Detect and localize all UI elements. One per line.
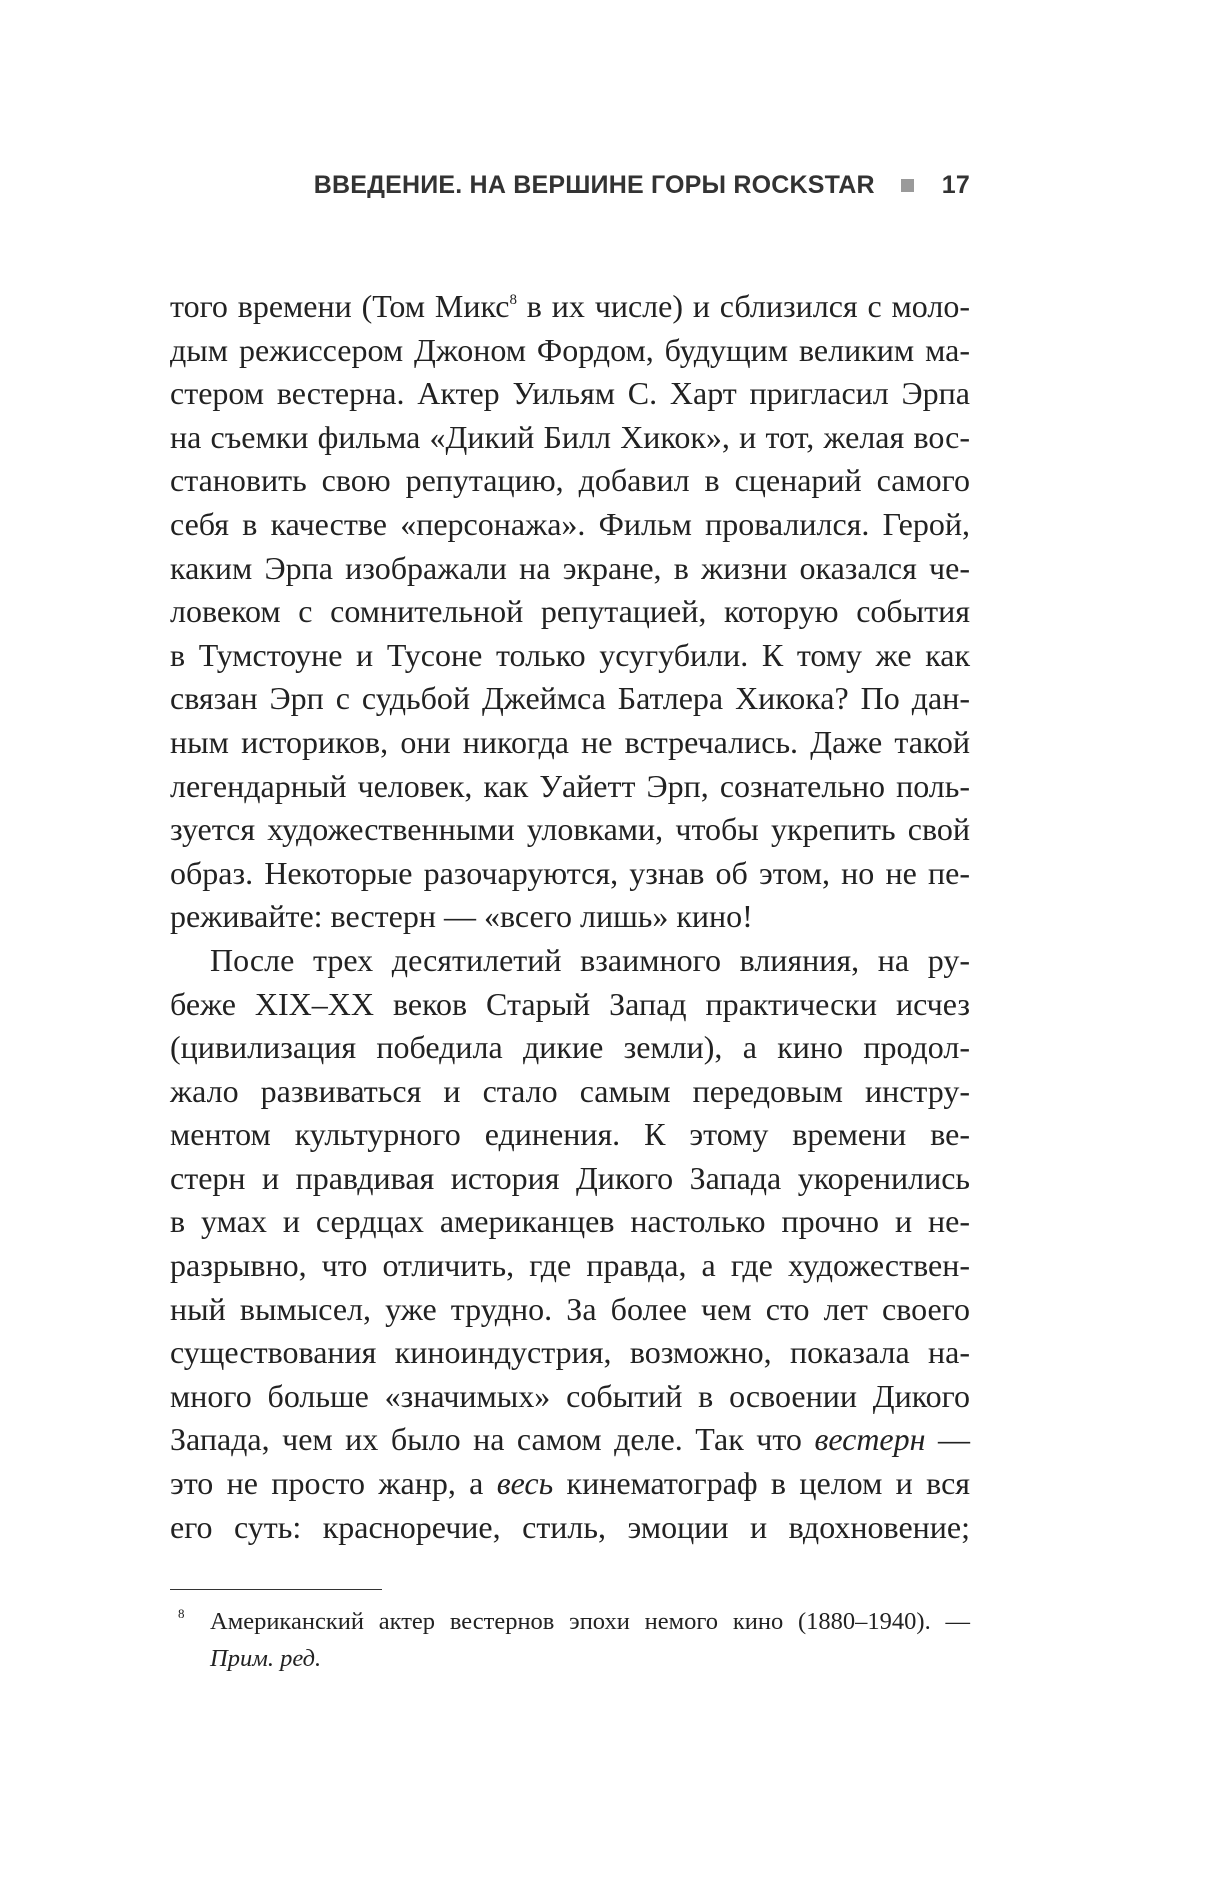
text-line (170, 1244, 970, 1288)
text-line (170, 808, 970, 852)
text-line (170, 895, 970, 939)
text-segment: много больше «значимых» событий в освоении Дикого (170, 1377, 970, 1414)
text-segment: образ. Некоторые разочаруются, узнав об этом, но не пе- (170, 854, 970, 891)
text-segment: стером вестерна. Актер Уильям С. Харт пригласил Эрпа (170, 375, 970, 412)
text-segment: беже XIX–XX веков Старый Запад практически исчез (170, 985, 970, 1022)
text-line (170, 285, 970, 329)
text-line (170, 1375, 970, 1419)
text-line (170, 1462, 970, 1506)
italic-emphasis: весь (496, 1465, 554, 1502)
italic-emphasis: вестерн (814, 1421, 926, 1458)
text-segment: становить свою репутацию, добавил в сценарий самого (170, 462, 970, 499)
text-segment: в умах и сердцах американцев настолько прочно и не- (170, 1203, 970, 1240)
text-segment: себя в качестве «персонажа». Фильм провалился. Герой, (170, 505, 970, 542)
text-segment: ловеком с сомнительной репутацией, которую события (170, 593, 970, 630)
footnote-attribution (170, 1640, 970, 1677)
text-segment: его суть: красноречие, стиль, эмоции и вдохновение; (170, 1508, 970, 1545)
text-segment: того времени (Том Микс (170, 288, 510, 324)
text-segment: — (925, 1421, 971, 1458)
text-segment: ным историков, они никогда не встречались. Даже такой (170, 723, 970, 760)
text-line (170, 459, 970, 503)
text-segment: Запада, чем их было на самом деле. Так что (170, 1421, 815, 1458)
footnote-attribution-text: Прим. ред. (210, 1645, 322, 1672)
text-line (170, 1331, 970, 1375)
text-segment: в Тумстоуне и Тусоне только усугубили. К тому же как (170, 636, 970, 673)
text-line (170, 372, 970, 416)
text-line (170, 1113, 970, 1157)
running-head (170, 171, 970, 200)
text-line (170, 416, 970, 460)
text-line (170, 1288, 970, 1332)
text-line (170, 503, 970, 547)
text-line (170, 765, 970, 809)
text-segment: разрывно, что отличить, где правда, а где художествен- (170, 1247, 970, 1284)
text-line (170, 852, 970, 896)
footnote-number: 8 (178, 1606, 185, 1621)
text-line (170, 1157, 970, 1201)
text-segment: реживайте: вестерн — «всего лишь» кино! (170, 898, 753, 935)
text-line (170, 721, 970, 765)
separator-square-icon (901, 179, 914, 192)
text-segment: стерн и правдивая история Дикого Запада укоренились (170, 1159, 970, 1196)
text-segment: ментом культурного единения. К этому времени ве- (170, 1116, 970, 1153)
text-line (170, 1418, 970, 1462)
text-line (170, 1200, 970, 1244)
text-segment: связан Эрп с судьбой Джеймса Батлера Хикока? По дан- (170, 680, 970, 717)
footnote-reference: 8 (509, 292, 517, 308)
text-segment: (цивилизация победила дикие земли), а кино продол- (170, 1029, 970, 1066)
text-segment: дым режиссером Джоном Фордом, будущим великим ма- (170, 331, 970, 368)
text-line (170, 1506, 970, 1550)
text-line (170, 1026, 970, 1070)
footnote-divider (170, 1589, 382, 1590)
main-text (170, 285, 970, 1549)
text-segment: жало развиваться и стало самым передовым инстру- (170, 1072, 970, 1109)
chapter-title: ВВЕДЕНИЕ. НА ВЕРШИНЕ ГОРЫ ROCKSTAR (313, 171, 875, 199)
text-line (170, 547, 970, 591)
text-segment: каким Эрпа изображали на экране, в жизни оказался че- (170, 549, 970, 586)
text-segment: зуется художественными уловками, чтобы укрепить свой (170, 811, 970, 848)
text-line (170, 939, 970, 983)
text-segment: на съемки фильма «Дикий Билл Хикок», и тот, желая вос- (170, 418, 970, 455)
text-line (170, 983, 970, 1027)
text-segment: это не просто жанр, а (170, 1465, 497, 1502)
text-line (170, 634, 970, 678)
text-segment: ный вымысел, уже трудно. За более чем сто лет своего (170, 1290, 970, 1327)
text-segment: После трех десятилетий взаимного влияния, на ру- (210, 941, 970, 978)
text-line (170, 1070, 970, 1114)
page-number: 17 (941, 171, 970, 199)
footnote-text: Американский актер вестернов эпохи немого кино (1880–1940). — (210, 1608, 970, 1635)
text-line (170, 590, 970, 634)
text-line (170, 329, 970, 373)
text-segment: в их числе) и сблизился с моло- (516, 288, 971, 324)
text-segment: кинематограф в целом и вся (553, 1465, 970, 1502)
text-segment: легендарный человек, как Уайетт Эрп, сознательно поль- (170, 767, 970, 804)
text-segment: существования киноиндустрия, возможно, показала на- (170, 1334, 970, 1371)
footnote (170, 1603, 970, 1677)
text-line (170, 677, 970, 721)
